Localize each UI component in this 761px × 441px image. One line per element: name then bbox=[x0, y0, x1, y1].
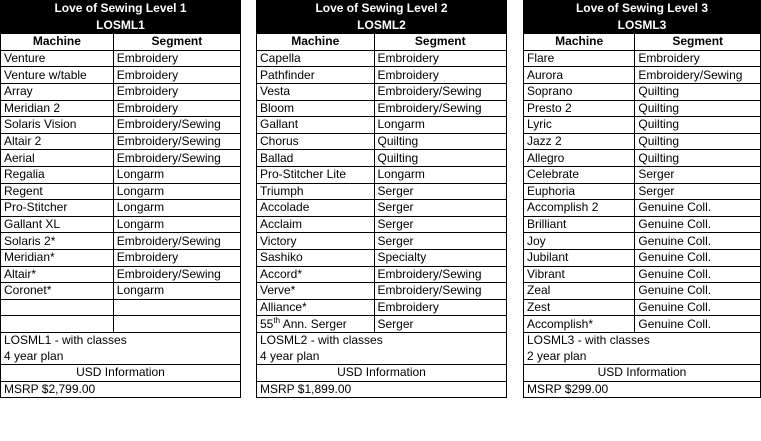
table-row bbox=[1, 216, 241, 233]
table-row bbox=[257, 67, 507, 84]
msrp-price: MSRP $2,799.00 bbox=[1, 381, 241, 398]
machine-cell bbox=[1, 316, 114, 333]
table-row bbox=[1, 299, 241, 316]
machine-cell: Flare bbox=[524, 50, 635, 67]
plan-table bbox=[0, 0, 241, 398]
machine-cell: Pathfinder bbox=[257, 67, 375, 84]
machine-cell: Acclaim bbox=[257, 216, 375, 233]
machine-cell: Alliance* bbox=[257, 299, 375, 316]
machine-cell: Verve* bbox=[257, 283, 375, 300]
usd-information-label: USD Information bbox=[524, 365, 761, 382]
segment-cell: Quilting bbox=[635, 117, 761, 134]
segment-column-header: Segment bbox=[374, 34, 507, 51]
machine-cell: Capella bbox=[257, 50, 375, 67]
machine-cell: Regalia bbox=[1, 166, 114, 183]
machine-cell: Coronet* bbox=[1, 283, 114, 300]
machine-cell: Meridian 2 bbox=[1, 100, 114, 117]
machine-cell: Joy bbox=[524, 233, 635, 250]
table-row bbox=[257, 233, 507, 250]
plan-title: Love of Sewing Level 2 bbox=[257, 1, 507, 18]
segment-cell: Genuine Coll. bbox=[635, 200, 761, 217]
table-row bbox=[524, 133, 761, 150]
machine-cell: Bloom bbox=[257, 100, 375, 117]
machine-cell: Pro-Stitcher Lite bbox=[257, 166, 375, 183]
table-row bbox=[524, 50, 761, 67]
machine-cell: Vibrant bbox=[524, 266, 635, 283]
table-row bbox=[524, 150, 761, 167]
segment-cell: Serger bbox=[374, 200, 507, 217]
machine-cell: Venture w/table bbox=[1, 67, 114, 84]
segment-cell: Quilting bbox=[635, 83, 761, 100]
segment-cell: Longarm bbox=[113, 166, 240, 183]
machine-cell: Regent bbox=[1, 183, 114, 200]
machine-cell: Euphoria bbox=[524, 183, 635, 200]
segment-cell: Embroidery bbox=[635, 50, 761, 67]
segment-cell: Specialty bbox=[374, 249, 507, 266]
msrp-price: MSRP $1,899.00 bbox=[257, 381, 507, 398]
table-row bbox=[257, 133, 507, 150]
machine-cell: Solaris 2* bbox=[1, 233, 114, 250]
segment-cell: Longarm bbox=[374, 166, 507, 183]
segment-cell: Embroidery bbox=[374, 50, 507, 67]
segment-cell: Quilting bbox=[635, 100, 761, 117]
machine-cell: Accord* bbox=[257, 266, 375, 283]
machine-cell: Presto 2 bbox=[524, 100, 635, 117]
plan-table bbox=[256, 0, 507, 398]
machine-cell: Jazz 2 bbox=[524, 133, 635, 150]
table-row bbox=[524, 183, 761, 200]
segment-cell: Serger bbox=[374, 216, 507, 233]
machine-cell: Allegro bbox=[524, 150, 635, 167]
segment-cell: Genuine Coll. bbox=[635, 216, 761, 233]
machine-cell: Celebrate bbox=[524, 166, 635, 183]
machine-cell: Soprano bbox=[524, 83, 635, 100]
machine-cell: Accomplish* bbox=[524, 316, 635, 333]
machine-cell: Gallant bbox=[257, 117, 375, 134]
machine-cell: Solaris Vision bbox=[1, 117, 114, 134]
segment-cell bbox=[113, 299, 240, 316]
segment-cell: Serger bbox=[374, 233, 507, 250]
segment-cell: Embroidery/Sewing bbox=[113, 150, 240, 167]
table-row bbox=[1, 50, 241, 67]
segment-cell: Genuine Coll. bbox=[635, 283, 761, 300]
table-row bbox=[524, 67, 761, 84]
machine-cell: Pro-Stitcher bbox=[1, 200, 114, 217]
machine-cell: Chorus bbox=[257, 133, 375, 150]
table-row bbox=[257, 117, 507, 134]
segment-cell: Serger bbox=[635, 166, 761, 183]
machine-cell: Sashiko bbox=[257, 249, 375, 266]
machine-cell: Aerial bbox=[1, 150, 114, 167]
machine-cell: Triumph bbox=[257, 183, 375, 200]
plan-code: LOSML3 bbox=[524, 17, 761, 34]
table-row bbox=[257, 216, 507, 233]
segment-cell: Embroidery/Sewing bbox=[113, 117, 240, 134]
table-row bbox=[524, 200, 761, 217]
plan-length: 2 year plan bbox=[524, 348, 761, 364]
level-2-table bbox=[256, 0, 507, 398]
plan-title: Love of Sewing Level 3 bbox=[524, 1, 761, 18]
segment-cell: Embroidery/Sewing bbox=[374, 100, 507, 117]
machine-column-header: Machine bbox=[257, 34, 375, 51]
table-row bbox=[1, 133, 241, 150]
table-row bbox=[1, 316, 241, 333]
table-row bbox=[524, 299, 761, 316]
segment-cell: Embroidery/Sewing bbox=[374, 283, 507, 300]
plan-table bbox=[523, 0, 761, 398]
machine-cell: Brilliant bbox=[524, 216, 635, 233]
level-3-table bbox=[523, 0, 761, 398]
machine-cell: Accolade bbox=[257, 200, 375, 217]
segment-cell: Longarm bbox=[374, 117, 507, 134]
segment-cell: Quilting bbox=[374, 133, 507, 150]
machine-cell: Vesta bbox=[257, 83, 375, 100]
machine-cell: Victory bbox=[257, 233, 375, 250]
machine-cell: Gallant XL bbox=[1, 216, 114, 233]
table-row bbox=[257, 50, 507, 67]
segment-cell: Quilting bbox=[374, 150, 507, 167]
segment-cell: Embroidery bbox=[113, 50, 240, 67]
table-row bbox=[1, 183, 241, 200]
segment-cell: Embroidery bbox=[113, 83, 240, 100]
machine-cell: Ballad bbox=[257, 150, 375, 167]
segment-cell: Longarm bbox=[113, 183, 240, 200]
machine-column-header: Machine bbox=[524, 34, 635, 51]
segment-cell: Embroidery bbox=[113, 249, 240, 266]
usd-information-label: USD Information bbox=[1, 365, 241, 382]
segment-cell: Embroidery bbox=[374, 299, 507, 316]
table-row bbox=[257, 150, 507, 167]
table-row bbox=[524, 316, 761, 333]
segment-cell: Embroidery/Sewing bbox=[374, 83, 507, 100]
segment-column-header: Segment bbox=[635, 34, 761, 51]
classes-note: LOSML1 - with classes bbox=[1, 332, 241, 348]
table-row bbox=[524, 233, 761, 250]
segment-cell: Embroidery/Sewing bbox=[374, 266, 507, 283]
table-row bbox=[1, 200, 241, 217]
table-row bbox=[257, 83, 507, 100]
segment-cell: Genuine Coll. bbox=[635, 233, 761, 250]
level-1-table bbox=[0, 0, 241, 398]
segment-cell: Embroidery bbox=[113, 67, 240, 84]
table-row bbox=[1, 117, 241, 134]
segment-cell: Embroidery bbox=[113, 100, 240, 117]
segment-cell: Longarm bbox=[113, 216, 240, 233]
segment-cell: Genuine Coll. bbox=[635, 316, 761, 333]
segment-cell: Serger bbox=[635, 183, 761, 200]
table-row bbox=[257, 299, 507, 316]
segment-cell bbox=[113, 316, 240, 333]
table-row bbox=[1, 233, 241, 250]
segment-cell: Embroidery/Sewing bbox=[113, 266, 240, 283]
segment-cell: Genuine Coll. bbox=[635, 266, 761, 283]
machine-cell: Meridian* bbox=[1, 249, 114, 266]
table-row bbox=[257, 266, 507, 283]
table-row bbox=[524, 100, 761, 117]
usd-information-label: USD Information bbox=[257, 365, 507, 382]
machine-cell: 55th Ann. Serger bbox=[257, 316, 375, 333]
table-row bbox=[257, 249, 507, 266]
plan-length: 4 year plan bbox=[1, 348, 241, 364]
machine-cell: Accomplish 2 bbox=[524, 200, 635, 217]
plan-code: LOSML1 bbox=[1, 17, 241, 34]
plan-length: 4 year plan bbox=[257, 348, 507, 364]
classes-note: LOSML3 - with classes bbox=[524, 332, 761, 348]
classes-note: LOSML2 - with classes bbox=[257, 332, 507, 348]
table-row bbox=[1, 83, 241, 100]
machine-cell bbox=[1, 299, 114, 316]
plan-code: LOSML2 bbox=[257, 17, 507, 34]
table-row bbox=[257, 200, 507, 217]
machine-cell: Altair 2 bbox=[1, 133, 114, 150]
machine-cell: Aurora bbox=[524, 67, 635, 84]
table-row bbox=[524, 216, 761, 233]
table-row bbox=[257, 283, 507, 300]
table-row bbox=[524, 249, 761, 266]
table-row bbox=[1, 283, 241, 300]
segment-cell: Embroidery/Sewing bbox=[113, 233, 240, 250]
table-row bbox=[1, 249, 241, 266]
machine-cell: Jubilant bbox=[524, 249, 635, 266]
table-row bbox=[1, 67, 241, 84]
segment-cell: Serger bbox=[374, 316, 507, 333]
segment-cell: Embroidery/Sewing bbox=[113, 133, 240, 150]
segment-cell: Embroidery bbox=[374, 67, 507, 84]
machine-cell: Array bbox=[1, 83, 114, 100]
table-row bbox=[1, 166, 241, 183]
machine-cell: Zest bbox=[524, 299, 635, 316]
table-row bbox=[257, 166, 507, 183]
msrp-price: MSRP $299.00 bbox=[524, 381, 761, 398]
table-row bbox=[524, 283, 761, 300]
table-row bbox=[1, 150, 241, 167]
machine-cell: Altair* bbox=[1, 266, 114, 283]
segment-cell: Serger bbox=[374, 183, 507, 200]
segment-cell: Quilting bbox=[635, 150, 761, 167]
table-row bbox=[257, 183, 507, 200]
table-row bbox=[524, 117, 761, 134]
table-row bbox=[1, 266, 241, 283]
segment-cell: Quilting bbox=[635, 133, 761, 150]
segment-cell: Longarm bbox=[113, 283, 240, 300]
table-row bbox=[524, 166, 761, 183]
table-row bbox=[1, 100, 241, 117]
table-row bbox=[257, 316, 507, 333]
machine-cell: Zeal bbox=[524, 283, 635, 300]
table-row bbox=[524, 83, 761, 100]
plan-title: Love of Sewing Level 1 bbox=[1, 1, 241, 18]
segment-column-header: Segment bbox=[113, 34, 240, 51]
machine-cell: Lyric bbox=[524, 117, 635, 134]
table-row bbox=[524, 266, 761, 283]
table-row bbox=[257, 100, 507, 117]
machine-cell: Venture bbox=[1, 50, 114, 67]
segment-cell: Genuine Coll. bbox=[635, 299, 761, 316]
segment-cell: Genuine Coll. bbox=[635, 249, 761, 266]
segment-cell: Longarm bbox=[113, 200, 240, 217]
machine-column-header: Machine bbox=[1, 34, 114, 51]
segment-cell: Embroidery/Sewing bbox=[635, 67, 761, 84]
